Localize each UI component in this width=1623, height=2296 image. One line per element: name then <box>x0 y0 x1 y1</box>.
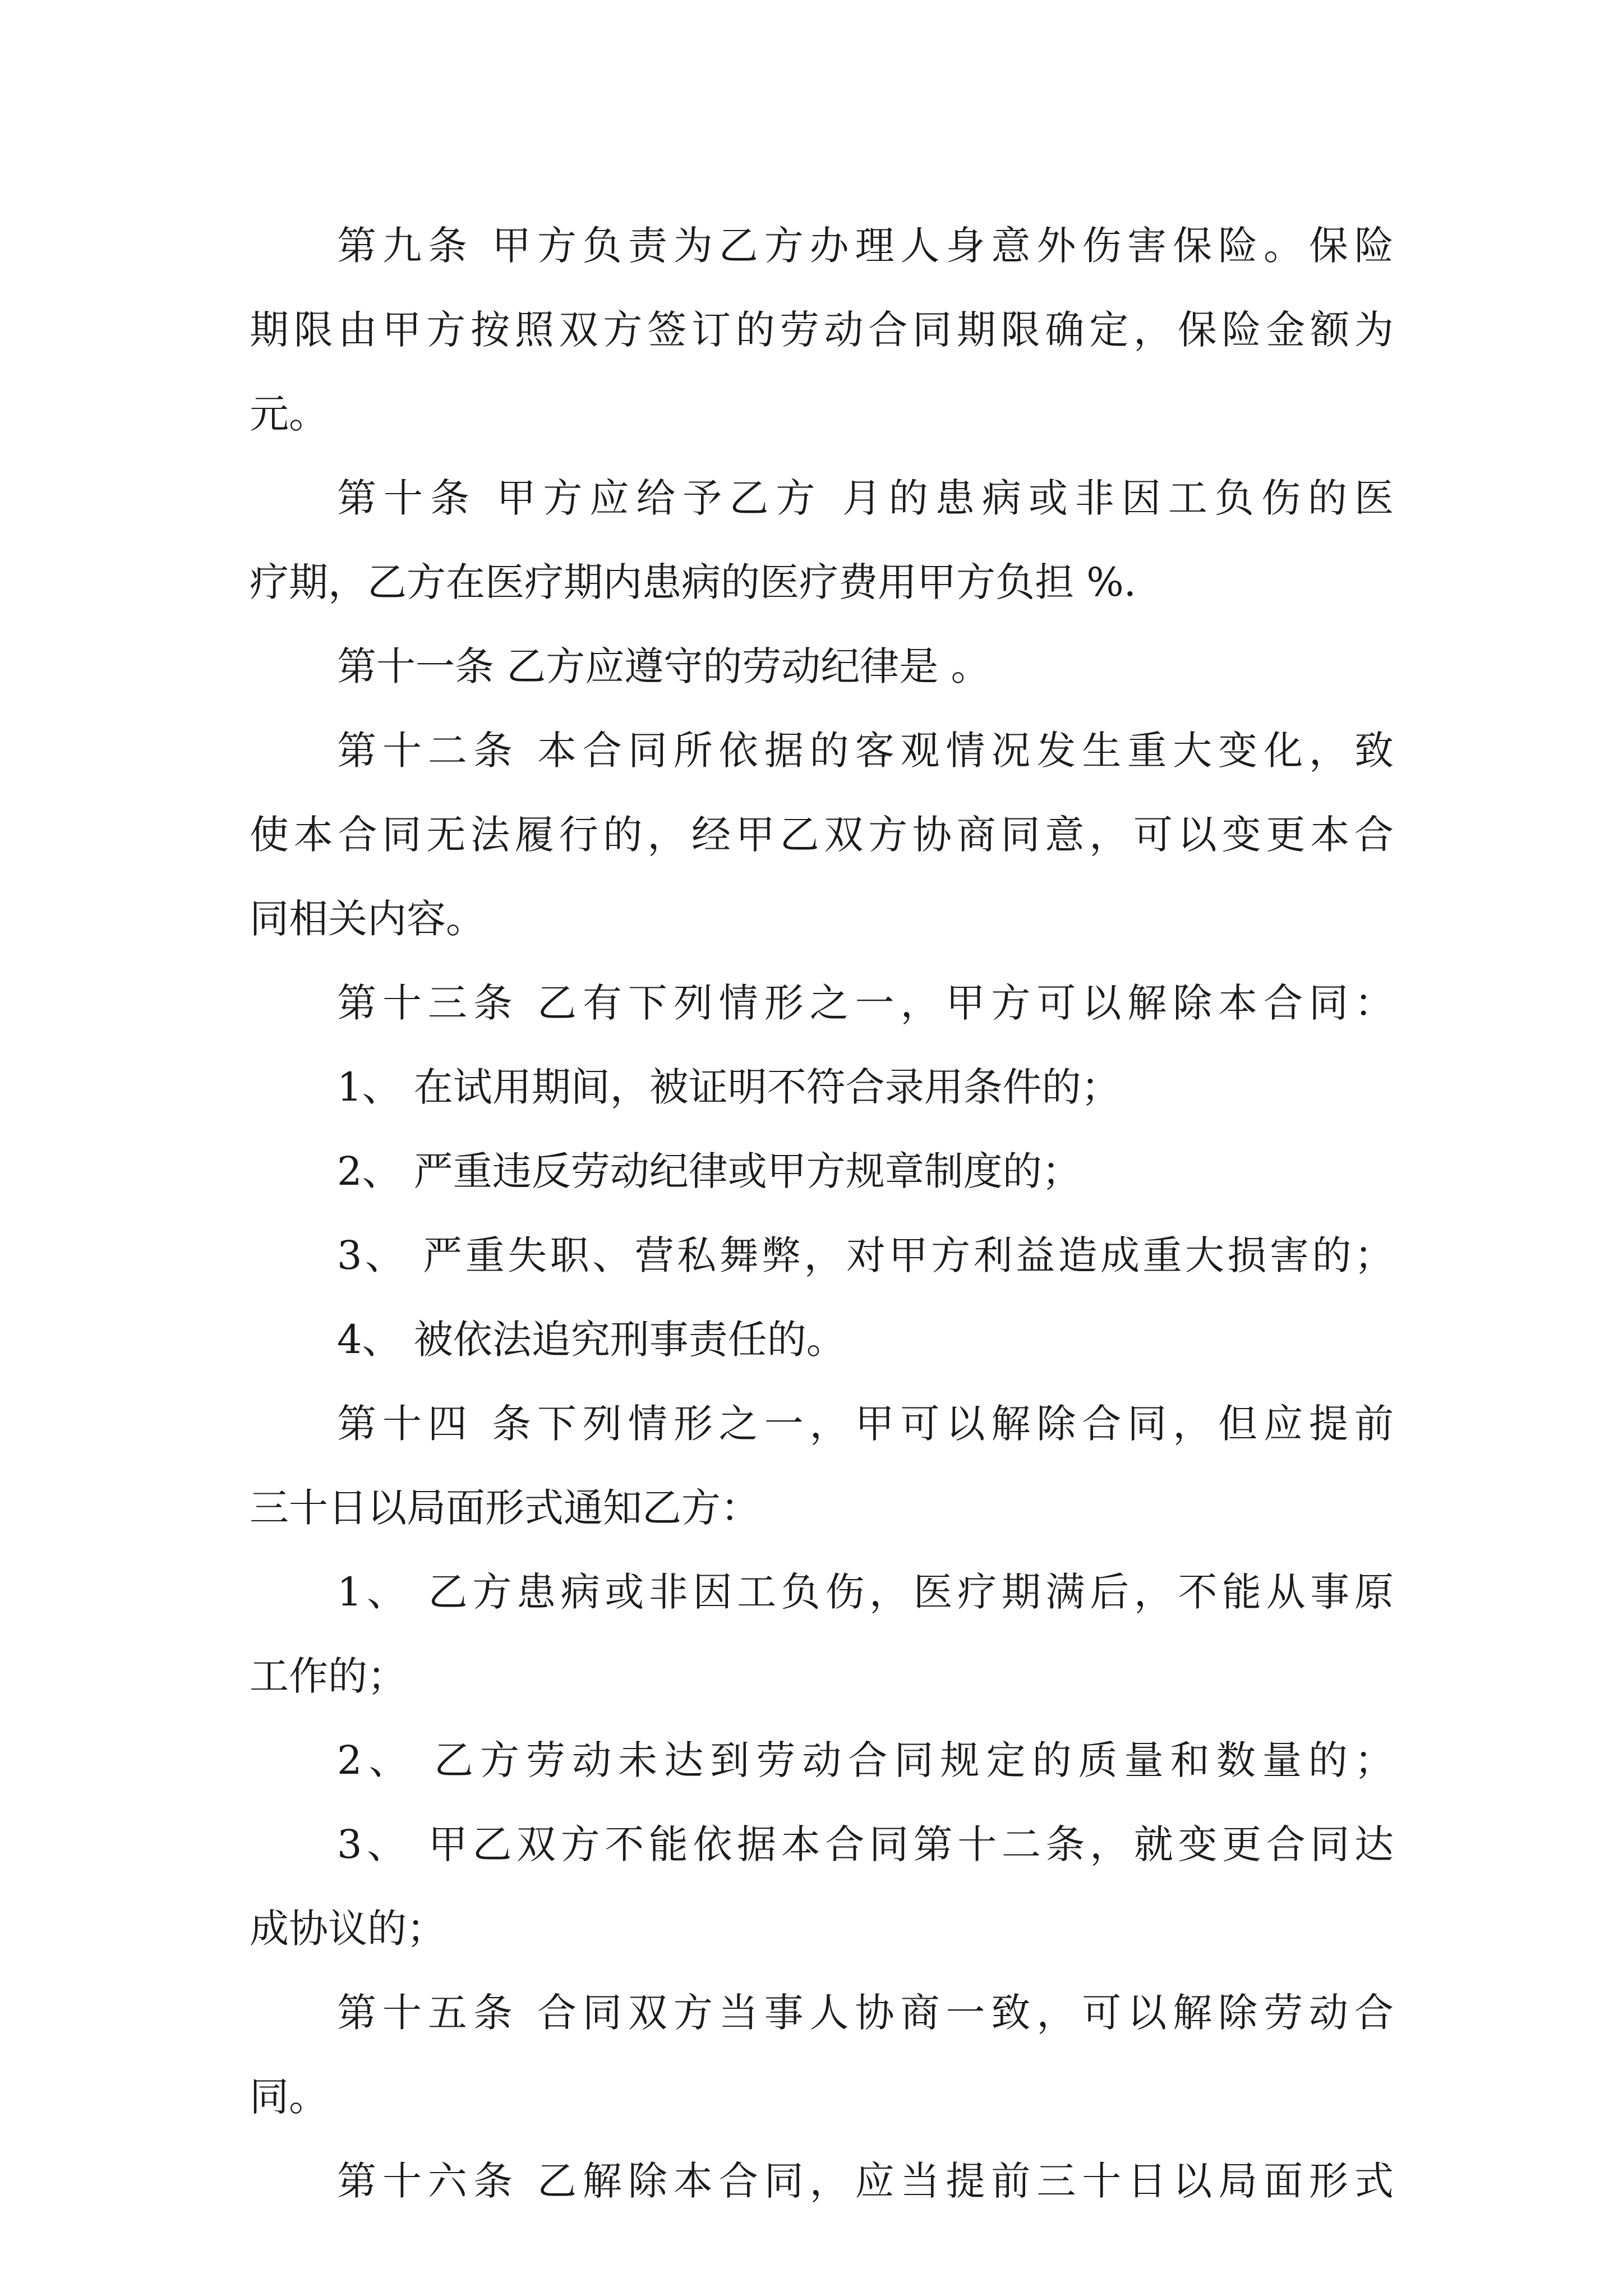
article-12-line-3: 同相关内容。 <box>250 896 485 942</box>
article-15-line-2: 同。 <box>250 2074 328 2120</box>
article-16-line-1: 第十六条 乙解除本合同，应当提前三十日以局面形式 <box>337 2158 1394 2204</box>
article-15-line-1: 第十五条 合同双方当事人协商一致，可以解除劳动合 <box>337 1990 1394 2036</box>
article-10-line-1: 第十条 甲方应给予乙方 月的患病或非因工负伤的医 <box>337 475 1394 521</box>
article-13-item-1: 1、 在试用期间，被证明不符合录用条件的； <box>337 1064 1121 1110</box>
article-13-item-4: 4、 被依法追究刑事责任的。 <box>337 1317 846 1363</box>
article-14-item-3-line-2: 成协议的； <box>250 1906 446 1952</box>
article-9-line-3: 元。 <box>250 391 328 437</box>
article-14-line-2: 三十日以局面形式通知乙方： <box>250 1485 760 1531</box>
article-9-line-2: 期限由甲方按照双方签订的劳动合同期限确定，保险金额为 <box>250 307 1394 353</box>
article-14-item-1-line-2: 工作的； <box>250 1653 407 1699</box>
article-13-line-1: 第十三条 乙有下列情形之一，甲方可以解除本合同： <box>337 980 1394 1026</box>
article-10-line-2: 疗期，乙方在医疗期内患病的医疗费用甲方负担 %. <box>250 559 1137 605</box>
article-11-line-1: 第十一条 乙方应遵守的劳动纪律是 。 <box>337 643 990 689</box>
article-14-item-1-line-1: 1、 乙方患病或非因工负伤，医疗期满后，不能从事原 <box>337 1569 1394 1615</box>
article-13-item-2: 2、 严重违反劳动纪律或甲方规章制度的； <box>337 1148 1081 1194</box>
article-9-line-1: 第九条 甲方负责为乙方办理人身意外伤害保险。保险 <box>337 223 1394 269</box>
article-12-line-2: 使本合同无法履行的，经甲乙双方协商同意，可以变更本合 <box>250 812 1394 858</box>
article-14-item-3-line-1: 3、 甲乙双方不能依据本合同第十二条，就变更合同达 <box>337 1821 1394 1867</box>
article-12-line-1: 第十二条 本合同所依据的客观情况发生重大变化，致 <box>337 728 1394 774</box>
article-14-line-1: 第十四 条下列情形之一，甲可以解除合同，但应提前 <box>337 1401 1394 1447</box>
article-13-item-3: 3、 严重失职、营私舞弊，对甲方利益造成重大损害的； <box>337 1232 1394 1278</box>
article-14-item-2: 2、 乙方劳动未达到劳动合同规定的质量和数量的； <box>337 1737 1394 1783</box>
